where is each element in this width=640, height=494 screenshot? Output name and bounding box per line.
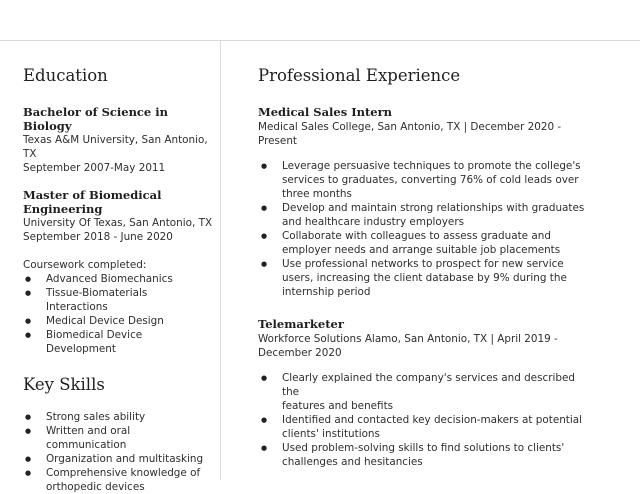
degree-dates: September 2007-May 2011 — [23, 162, 166, 174]
degree-master — [23, 188, 213, 244]
list-item: ● Collaborate with colleagues to assess graduate and employer needs and arrange suitable job placements — [258, 229, 588, 257]
job-meta: Workforce Solutions Alamo, San Antonio, TX | April 2019 - — [258, 333, 558, 345]
education-heading: Education — [23, 66, 108, 85]
degree-bachelor — [23, 105, 213, 175]
right-column — [258, 62, 588, 469]
list-item: ● Tissue-Biomaterials Interactions — [23, 286, 213, 314]
skills-heading: Key Skills — [23, 375, 105, 394]
degree-title: Bachelor of Science in Biology — [23, 105, 168, 133]
coursework-label: Coursework completed: — [23, 259, 147, 271]
job-bullets — [258, 371, 588, 469]
list-item: ● Advanced Biomechanics — [23, 272, 213, 286]
job-bullets — [258, 159, 588, 299]
job-entry — [258, 317, 588, 469]
list-item: ● Clearly explained the company's services and described the features and benefits — [258, 371, 588, 413]
list-item: ● Identified and contacted key decision-makers at potential clients' institutions — [258, 413, 588, 441]
list-item: ● Medical Device Design — [23, 314, 213, 328]
coursework-list — [23, 272, 213, 356]
list-item: ● Use professional networks to prospect for new service users, increasing the client database by 9% during the internship period — [258, 257, 588, 299]
degree-title-cont: Engineering — [23, 202, 103, 216]
job-meta-cont: December 2020 — [258, 347, 342, 359]
list-item: ● Organization and multitasking — [23, 452, 213, 466]
list-item: ● Strong sales ability — [23, 410, 213, 424]
list-item: ● Develop and maintain strong relationships with graduates and healthcare industry employers — [258, 201, 588, 229]
list-item: ● Biomedical Device Development — [23, 328, 213, 356]
job-meta: Medical Sales College, San Antonio, TX | December 2020 - — [258, 121, 562, 133]
degree-dates: September 2018 - June 2020 — [23, 231, 173, 243]
experience-heading: Professional Experience — [258, 66, 461, 85]
job-title: Medical Sales Intern — [258, 105, 392, 119]
list-item: ● Used problem-solving skills to find solutions to clients' challenges and hesitancies — [258, 441, 588, 469]
skills-section — [23, 371, 213, 494]
list-item: ● Comprehensive knowledge of orthopedic devices — [23, 466, 213, 494]
left-column — [23, 62, 213, 494]
education-section — [23, 62, 213, 356]
job-entry — [258, 105, 588, 299]
column-divider — [220, 41, 221, 480]
job-title: Telemarketer — [258, 317, 344, 331]
degree-title: Master of Biomedical — [23, 188, 162, 202]
list-item: ● Leverage persuasive techniques to promote the college's services to graduates, converting 76% of cold leads over three months — [258, 159, 588, 201]
degree-school: University Of Texas, San Antonio, TX — [23, 217, 213, 229]
list-item: ● Written and oral communication — [23, 424, 213, 452]
skills-list — [23, 410, 213, 494]
degree-school: Texas A&M University, San Antonio, — [23, 134, 208, 146]
degree-school-cont: TX — [23, 148, 37, 160]
top-divider — [0, 40, 640, 41]
job-meta-cont: Present — [258, 135, 297, 147]
